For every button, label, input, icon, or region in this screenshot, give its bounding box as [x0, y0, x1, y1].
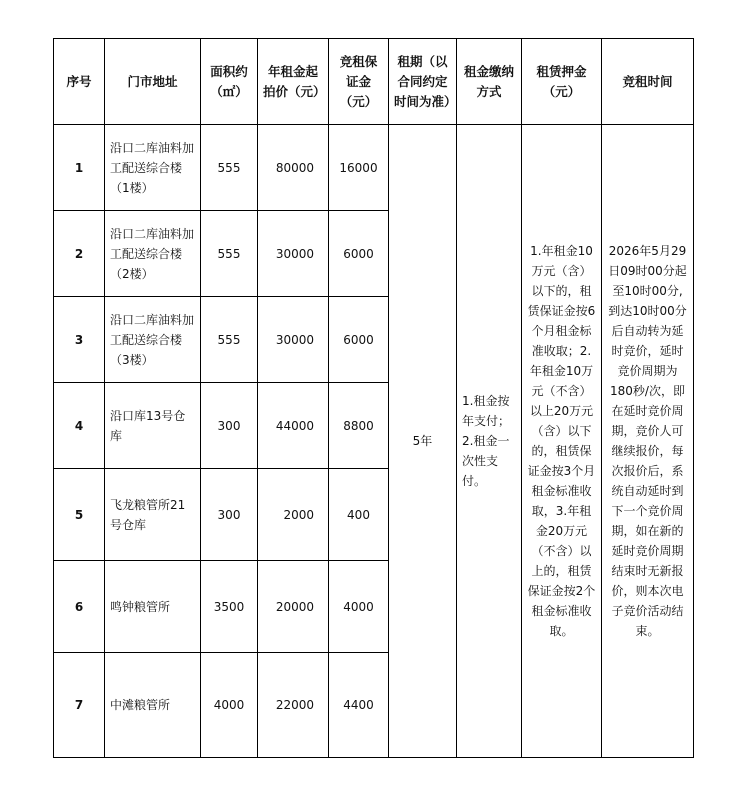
row-bid-deposit: 4400	[329, 653, 389, 758]
row-no: 6	[54, 561, 105, 653]
row-start-rent: 44000	[258, 383, 329, 469]
row-address: 沿口二库油料加工配送综合楼（1楼）	[105, 125, 201, 211]
row-bid-deposit: 6000	[329, 297, 389, 383]
row-area: 3500	[201, 561, 258, 653]
row-area: 300	[201, 383, 258, 469]
bid-time-cell: 2026年5月29日09时00分起至10时00分,到达10时00分后自动转为延时竞价，延时竞价周期为180秒/次，即在延时竞价周期，竞价人可继续报价，每次报价后，系统自动延时到下一个竞价周期，如在新的延时竞价周期结束时无新报价，则本次电子竞价活动结束。	[602, 125, 694, 758]
row-start-rent: 30000	[258, 297, 329, 383]
row-start-rent: 2000	[258, 469, 329, 561]
row-address: 沿口库13号仓库	[105, 383, 201, 469]
header-area: 面积约（㎡）	[201, 39, 258, 125]
row-bid-deposit: 6000	[329, 211, 389, 297]
row-address: 沿口二库油料加工配送综合楼（2楼）	[105, 211, 201, 297]
header-address: 门市地址	[105, 39, 201, 125]
term-cell: 5年	[389, 125, 457, 758]
row-start-rent: 80000	[258, 125, 329, 211]
header-term: 租期（以合同约定时间为准）	[389, 39, 457, 125]
lease-auction-table	[53, 38, 694, 758]
row-start-rent: 20000	[258, 561, 329, 653]
row-start-rent: 30000	[258, 211, 329, 297]
row-area: 555	[201, 297, 258, 383]
row-start-rent: 22000	[258, 653, 329, 758]
table-row	[54, 125, 694, 211]
row-address: 中滩粮管所	[105, 653, 201, 758]
row-bid-deposit: 8800	[329, 383, 389, 469]
row-address: 沿口二库油料加工配送综合楼（3楼）	[105, 297, 201, 383]
row-no: 1	[54, 125, 105, 211]
row-no: 3	[54, 297, 105, 383]
payment-method-cell: 1.租金按年支付；2.租金一次性支付。	[457, 125, 522, 758]
header-bid-deposit: 竞租保证金（元）	[329, 39, 389, 125]
row-bid-deposit: 400	[329, 469, 389, 561]
row-no: 2	[54, 211, 105, 297]
header-no: 序号	[54, 39, 105, 125]
row-bid-deposit: 4000	[329, 561, 389, 653]
header-start-rent: 年租金起拍价（元）	[258, 39, 329, 125]
row-bid-deposit: 16000	[329, 125, 389, 211]
row-area: 4000	[201, 653, 258, 758]
row-no: 5	[54, 469, 105, 561]
row-area: 300	[201, 469, 258, 561]
row-no: 7	[54, 653, 105, 758]
header-row	[54, 39, 694, 125]
header-payment: 租金缴纳方式	[457, 39, 522, 125]
header-bid-time: 竞租时间	[602, 39, 694, 125]
lease-deposit-cell: 1.年租金10万元（含）以下的，租赁保证金按6个月租金标准收取；2.年租金10万元（不含）以上20万元（含）以下的，租赁保证金按3个月租金标准收取，3.年租金20万元（不含）以上的，租赁保证金按2个租金标准收取。	[522, 125, 602, 758]
row-address: 鸣钟粮管所	[105, 561, 201, 653]
row-area: 555	[201, 125, 258, 211]
row-area: 555	[201, 211, 258, 297]
row-no: 4	[54, 383, 105, 469]
row-address: 飞龙粮管所21号仓库	[105, 469, 201, 561]
header-lease-deposit: 租赁押金（元）	[522, 39, 602, 125]
